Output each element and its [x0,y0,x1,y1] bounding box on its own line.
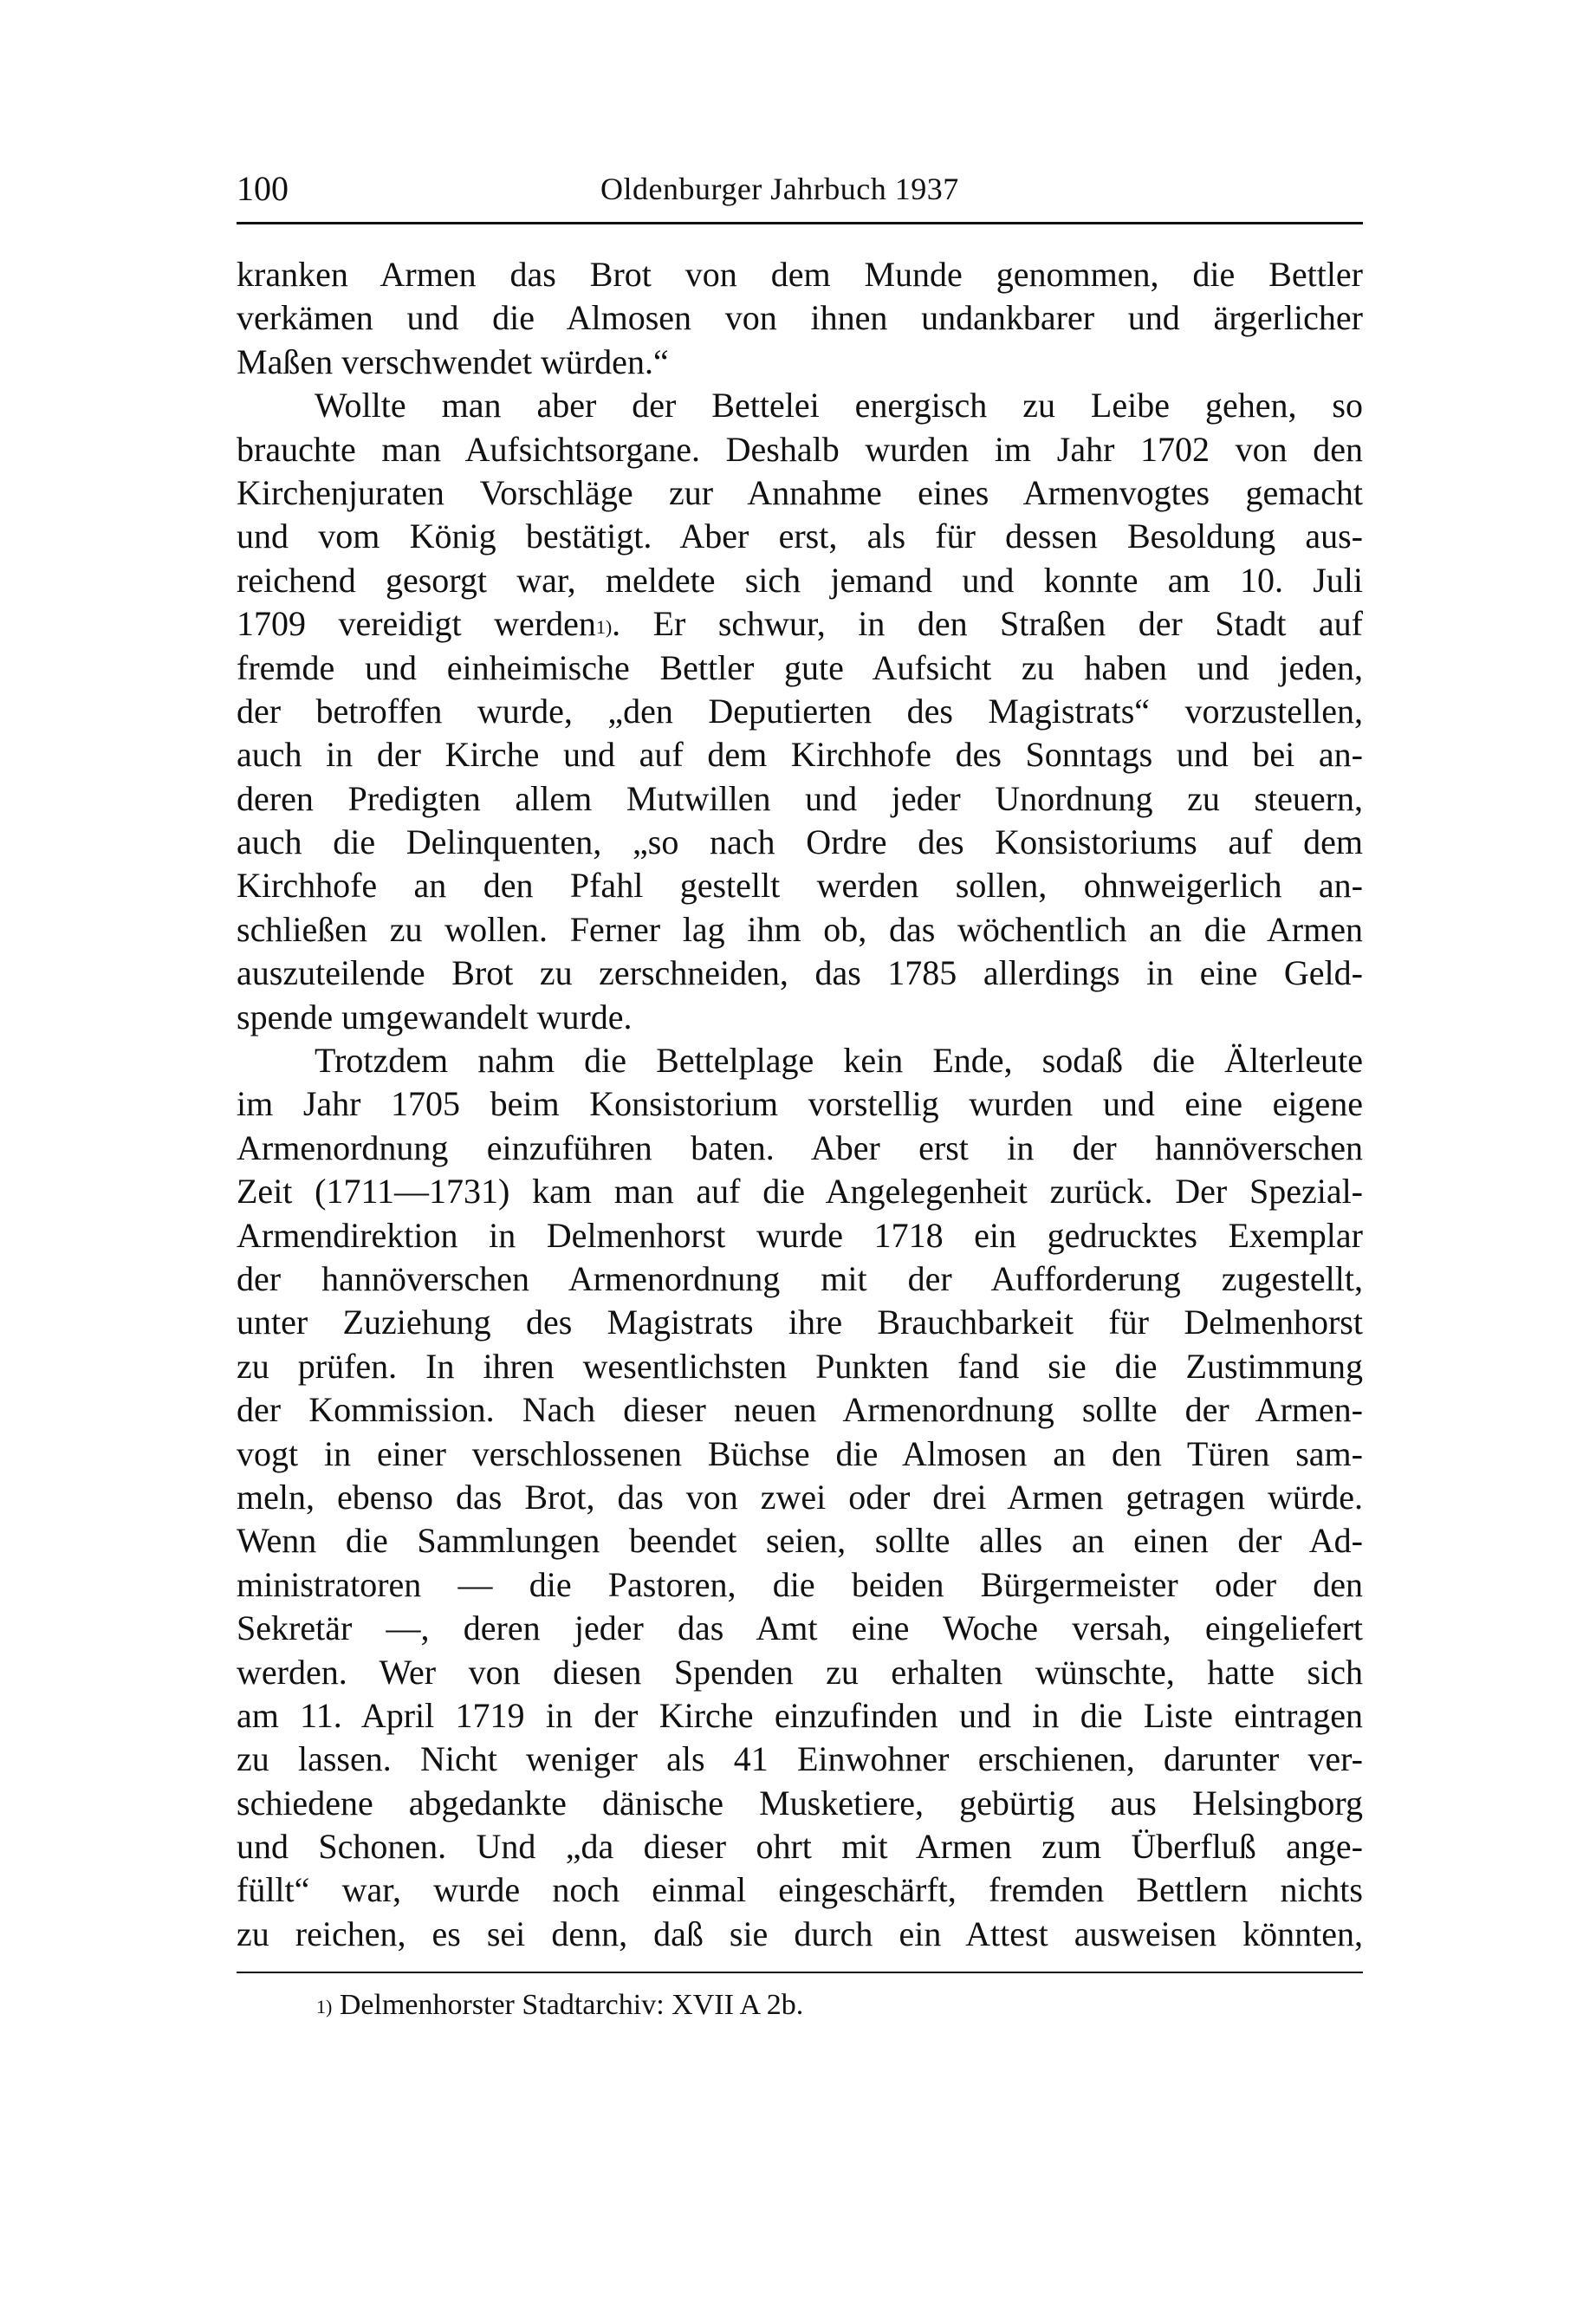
text-line: schiedene abgedankte dänische Musketiere, gebürtig aus Helsingborg [237,1783,1363,1822]
text-line: zu prüfen. In ihren wesentlichsten Punkten fand sie die Zustimmung [237,1346,1363,1386]
body-text [237,253,1363,1956]
footnote-text: Delmenhorster Stadtarchiv: XVII A 2b. [332,1989,804,2021]
text-line: fremde und einheimische Bettler gute Aufsicht zu haben und jeden, [237,647,1363,687]
text-line: Sekretär —, deren jeder das Amt eine Woche versah, eingeliefert [237,1608,1363,1648]
text-line: Armenordnung einzuführen baten. Aber erst in der hannöverschen [237,1127,1363,1167]
text-line: vogt in einer verschlossenen Büchse die Almosen an den Türen sam- [237,1433,1363,1473]
text-line: Armendirektion in Delmenhorst wurde 1718 ein gedrucktes Exemplar [237,1215,1363,1255]
text-line: Zeit (1711—1731) kam man auf die Angelegenheit zurück. Der Spezial- [237,1172,1363,1212]
text-segment: . Er schwur, in den Straßen der Stadt auf [612,604,1364,644]
text-line: füllt“ war, wurde noch einmal eingeschärft, fremden Bettlern nichts [237,1870,1363,1910]
text-line: verkämen und die Almosen von ihnen undankbarer und ärgerlicher [237,298,1363,338]
text-line: Maßen verschwendet würden.“ [237,341,669,381]
text-line: Kirchhofe an den Pfahl gestellt werden sollen, ohnweigerlich an- [237,866,1363,906]
text-segment: 1709 vereidigt werden [237,604,596,644]
text-line: Wenn die Sammlungen beendet seien, sollte alles an einen der Ad- [237,1521,1363,1561]
text-line: der hannöverschen Armenordnung mit der Aufforderung zugestellt, [237,1258,1363,1298]
text-line: ministratoren — die Pastoren, die beiden Bürgermeister oder den [237,1564,1363,1604]
header-rule [237,222,1363,224]
text-line: spende umgewandelt wurde. [237,997,633,1036]
text-line: werden. Wer von diesen Spenden zu erhalten wünschte, hatte sich [237,1652,1363,1692]
text-line: am 11. April 1719 in der Kirche einzufinden und in die Liste eintragen [237,1695,1363,1735]
running-title: Oldenburger Jahrbuch 1937 [600,172,959,206]
text-line: meln, ebenso das Brot, das von zwei oder drei Armen getragen würde. [237,1477,1363,1517]
text-line: zu lassen. Nicht weniger als 41 Einwohner erschienen, darunter ver- [237,1739,1363,1779]
text-line: zu reichen, es sei denn, daß sie durch ein Attest ausweisen könnten, [237,1913,1363,1953]
text-line: auch die Delinquenten, „so nach Ordre des Konsistoriums auf dem [237,822,1363,862]
text-line: der Kommission. Nach dieser neuen Armenordnung sollte der Armen- [237,1390,1363,1430]
footnote-reference: 1) [595,616,613,639]
text-line: auch in der Kirche und auf dem Kirchhofe des Sonntags und bei an- [237,735,1363,775]
text-line: im Jahr 1705 beim Konsistorium vorstellig wurden und eine eigene [237,1084,1363,1124]
text-line: schließen zu wollen. Ferner lag ihm ob, das wöchentlich an die Armen [237,909,1363,949]
text-line: deren Predigten allem Mutwillen und jeder Unordnung zu steuern, [237,778,1363,818]
footnote-rule [237,1972,1363,1973]
text-line: brauchte man Aufsichtsorgane. Deshalb wurden im Jahr 1702 von den [237,429,1363,469]
text-line: Trotzdem nahm die Bettelplage kein Ende, sodaß die Älterleute [315,1041,1363,1081]
text-line: Kirchenjuraten Vorschläge zur Annahme eines Armenvogtes gemacht [237,472,1363,512]
text-line: auszuteilende Brot zu zerschneiden, das 1785 allerdings in eine Geld- [237,953,1363,993]
text-line [237,602,1363,646]
footnote-marker: 1) [316,1996,333,2017]
text-line: und Schonen. Und „da dieser ohrt mit Armen zum Überfluß ange- [237,1827,1363,1867]
page-header [237,163,1363,215]
text-line: unter Zuziehung des Magistrats ihre Brauchbarkeit für Delmenhorst [237,1303,1363,1342]
footnote [316,1986,803,2024]
text-line: kranken Armen das Brot von dem Munde genommen, die Bettler [237,255,1363,294]
text-line: und vom König bestätigt. Aber erst, als für dessen Besoldung aus- [237,517,1363,556]
text-line: reichend gesorgt war, meldete sich jemand und konnte am 10. Juli [237,560,1363,600]
page-number: 100 [237,169,289,208]
text-line: der betroffen wurde, „den Deputierten des Magistrats“ vorzustellen, [237,691,1363,731]
text-line: Wollte man aber der Bettelei energisch zu Leibe gehen, so [315,386,1363,426]
